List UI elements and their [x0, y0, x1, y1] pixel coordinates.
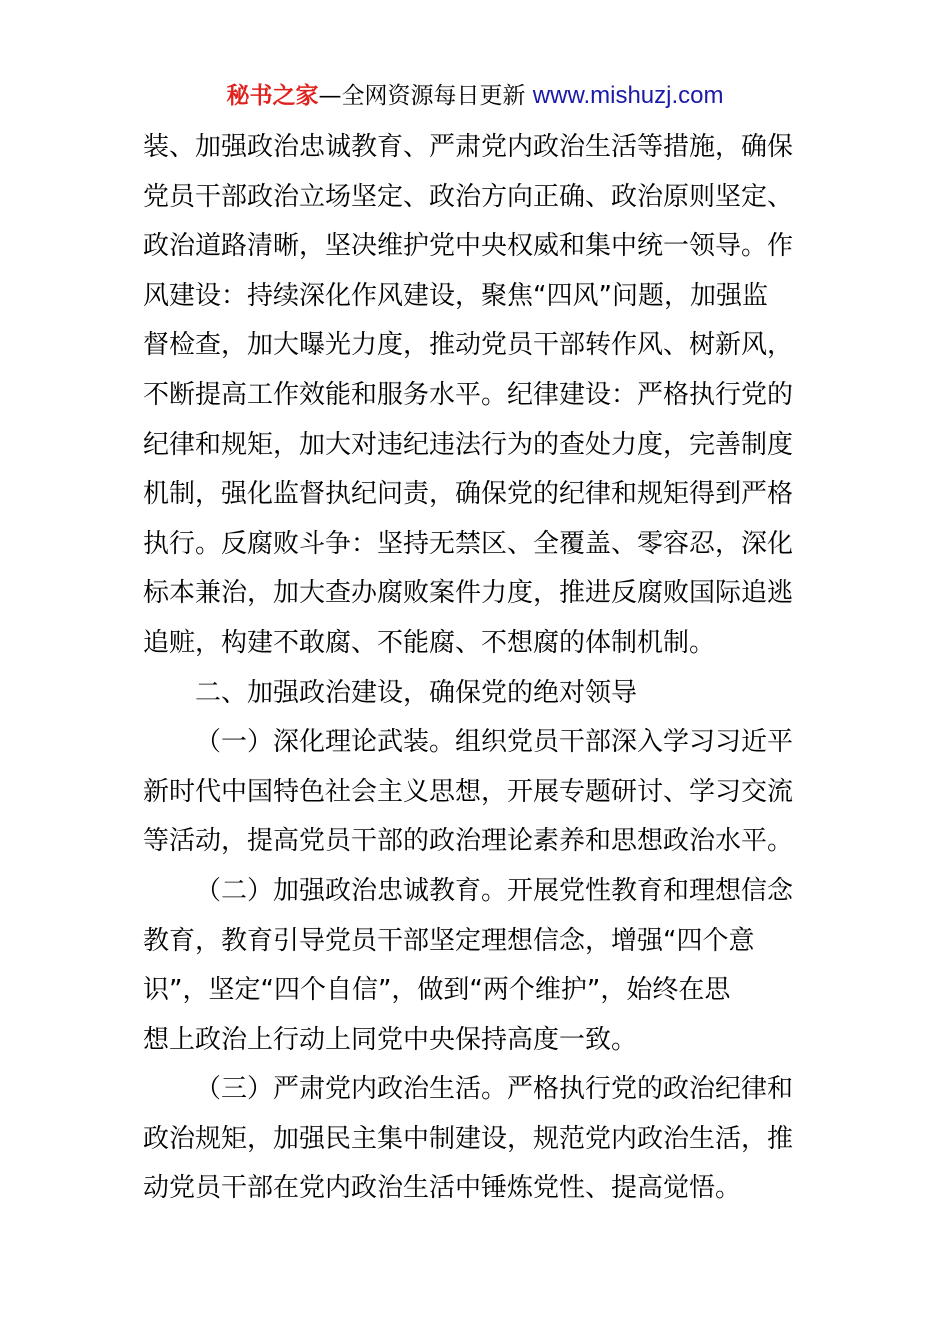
text-line: 标本兼治，加大查办腐败案件力度，推进反腐败国际追逃 — [143, 578, 794, 609]
text-line: 纪律和规矩，加大对违纪违法行为的查处力度，完善制度 — [143, 429, 794, 460]
text-line: 追赃，构建不敢腐、不能腐、不想腐的体制机制。 — [143, 627, 716, 658]
site-brand: 秘书之家 — [226, 83, 319, 109]
text-line: 风建设：持续深化作风建设，聚焦“四风”问题，加强监 — [143, 280, 768, 311]
text-line: 党员干部政治立场坚定、政治方向正确、政治原则坚定、 — [143, 181, 794, 212]
text-line: 督检查，加大曝光力度，推动党员干部转作风、树新风， — [143, 330, 794, 361]
text-line: 想上政治上行动上同党中央保持高度一致。 — [143, 1024, 638, 1055]
text-line: 执行。反腐败斗争：坚持无禁区、全覆盖、零容忍，深化 — [143, 528, 794, 559]
text-line: 教育，教育引导党员干部坚定理想信念，增强“四个意 — [143, 925, 755, 956]
text-line: 政治道路清晰，坚决维护党中央权威和集中统一领导。作 — [143, 231, 794, 262]
site-url[interactable]: www.mishuzj.com — [532, 82, 724, 109]
text-line: 机制，强化监督执纪问责，确保党的纪律和规矩得到严格 — [143, 479, 794, 510]
site-tagline: —全网资源每日更新 — [318, 83, 526, 109]
text-line: 等活动，提高党员干部的政治理论素养和思想政治水平。 — [143, 826, 794, 857]
text-line: 政治规矩，加强民主集中制建设，规范党内政治生活，推 — [143, 1123, 794, 1154]
text-line: 动党员干部在党内政治生活中锤炼党性、提高觉悟。 — [143, 1173, 742, 1204]
text-line: 新时代中国特色社会主义思想，开展专题研讨、学习交流 — [143, 776, 794, 807]
section-heading: 二、加强政治建设，确保党的绝对领导 — [195, 677, 638, 708]
text-line: 装、加强政治忠诚教育、严肃党内政治生活等措施，确保 — [143, 132, 794, 162]
paragraph-start-line: （二）加强政治忠诚教育。开展党性教育和理想信念 — [195, 875, 794, 906]
document-body — [143, 123, 808, 1214]
page-header — [0, 80, 950, 112]
text-line: 识”，坚定“四个自信”，做到“两个维护”，始终在思 — [143, 975, 731, 1006]
text-line: 不断提高工作效能和服务水平。纪律建设：严格执行党的 — [143, 379, 794, 410]
paragraph-start-line: （一）深化理论武装。组织党员干部深入学习习近平 — [195, 727, 794, 758]
paragraph-start-line: （三）严肃党内政治生活。严格执行党的政治纪律和 — [195, 1074, 794, 1105]
